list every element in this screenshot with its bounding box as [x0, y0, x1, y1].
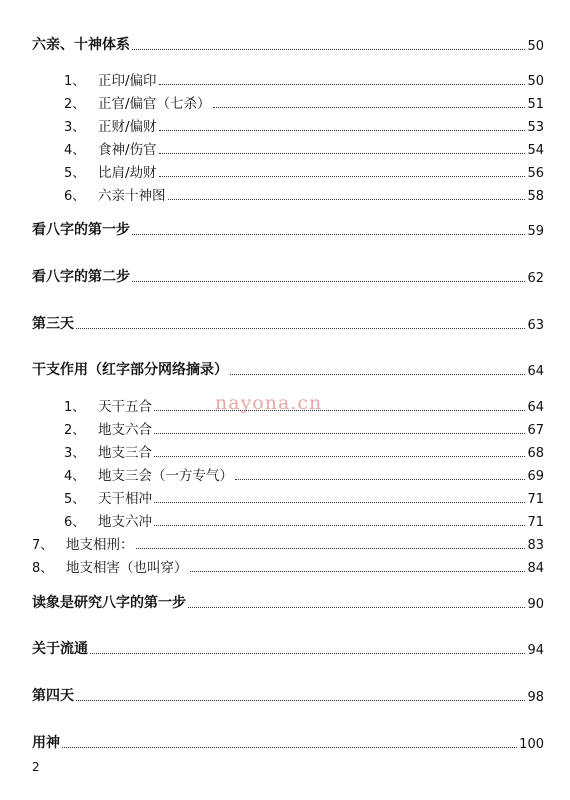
dot-leader: [235, 479, 525, 480]
dot-leader: [132, 281, 525, 282]
toc-entry-page: 69: [527, 469, 544, 484]
dot-leader: [159, 84, 526, 85]
toc-entry[interactable]: [0, 67, 570, 89]
dot-leader: [159, 176, 526, 177]
dot-leader: [159, 153, 526, 154]
toc-entry-page: 68: [527, 446, 544, 461]
dot-leader: [136, 548, 526, 549]
dot-leader: [62, 747, 517, 748]
toc-entry[interactable]: [0, 159, 570, 181]
toc-entry-label: 看八字的第二步: [32, 269, 130, 285]
toc-entry-page: 84: [527, 561, 544, 576]
toc-entry[interactable]: [0, 636, 570, 658]
toc-entry-label: 六亲、十神体系: [32, 37, 130, 53]
toc-entry-number: 4、: [64, 143, 86, 158]
toc-entry[interactable]: [0, 462, 570, 484]
toc-entry-label: 看八字的第一步: [32, 222, 130, 238]
toc-entry-label: 地支六合: [98, 422, 152, 438]
toc-entry-label: 正官/偏官（七杀）: [98, 96, 211, 112]
toc-entry[interactable]: [0, 32, 570, 54]
dot-leader: [188, 607, 525, 608]
toc-entry[interactable]: [0, 485, 570, 507]
dot-leader: [230, 374, 525, 375]
toc-entry[interactable]: [0, 113, 570, 135]
toc-entry-label: 地支三合: [98, 445, 152, 461]
toc-entry-page: 71: [527, 492, 544, 507]
toc-entry-page: 63: [527, 318, 544, 333]
toc-entry-number: 1、: [64, 400, 86, 415]
toc-entry[interactable]: [0, 590, 570, 612]
toc-entry-label: 读象是研究八字的第一步: [32, 595, 186, 611]
toc-entry[interactable]: [0, 554, 570, 576]
toc-entry-number: 7、: [32, 538, 54, 553]
toc-entry[interactable]: [0, 264, 570, 286]
toc-entry-number: 5、: [64, 166, 86, 181]
dot-leader: [132, 49, 525, 50]
toc-entry[interactable]: [0, 683, 570, 705]
toc-entry-page: 56: [527, 166, 544, 181]
dot-leader: [90, 653, 525, 654]
toc-entry-label: 正财/偏财: [98, 119, 157, 135]
toc-entry-page: 64: [527, 364, 544, 379]
toc-entry-page: 53: [527, 120, 544, 135]
toc-entry-page: 94: [527, 643, 544, 658]
toc-entry-page: 50: [527, 74, 544, 89]
toc-entry-page: 83: [527, 538, 544, 553]
watermark: nayona.cn: [215, 392, 323, 414]
toc-entry-label: 正印/偏印: [98, 73, 157, 89]
toc-entry-page: 64: [527, 400, 544, 415]
toc-entry-page: 71: [527, 515, 544, 530]
dot-leader: [154, 456, 525, 457]
toc-entry[interactable]: [0, 531, 570, 553]
toc-entry[interactable]: [0, 311, 570, 333]
dot-leader: [132, 234, 525, 235]
toc-entry-page: 58: [527, 189, 544, 204]
dot-leader: [168, 199, 526, 200]
toc-entry-number: 6、: [64, 189, 86, 204]
toc-entry-label: 地支相害（也叫穿）: [66, 560, 188, 576]
toc-entry[interactable]: [0, 136, 570, 158]
toc-entry-page: 67: [527, 423, 544, 438]
toc-entry-label: 第四天: [32, 688, 74, 704]
toc-entry-label: 比肩/劫财: [98, 165, 157, 181]
toc-entry-label: 地支三会（一方专气）: [98, 468, 233, 484]
toc-entry-label: 天干五合: [98, 399, 152, 415]
toc-entry-label: 地支相刑：: [66, 537, 134, 553]
toc-entry-page: 50: [527, 39, 544, 54]
dot-leader: [76, 700, 525, 701]
toc-entry[interactable]: [0, 182, 570, 204]
toc-entry-number: 3、: [64, 120, 86, 135]
dot-leader: [154, 525, 525, 526]
toc-entry-number: 2、: [64, 423, 86, 438]
toc-entry-label: 食神/伤官: [98, 142, 157, 158]
toc-entry-page: 98: [527, 690, 544, 705]
dot-leader: [154, 410, 525, 411]
dot-leader: [76, 328, 525, 329]
toc-entry[interactable]: [0, 416, 570, 438]
toc-entry-page: 100: [519, 737, 544, 752]
toc-entry[interactable]: [0, 508, 570, 530]
dot-leader: [190, 571, 526, 572]
toc-entry-label: 用神: [32, 735, 60, 751]
toc-entry-page: 54: [527, 143, 544, 158]
toc-entry[interactable]: [0, 730, 570, 752]
toc-entry-label: 天干相冲: [98, 491, 152, 507]
toc-entry-label: 干支作用（红字部分网络摘录）: [32, 362, 228, 378]
page-number: 2: [32, 760, 40, 774]
toc-entry-page: 59: [527, 224, 544, 239]
toc-entry-label: 第三天: [32, 316, 74, 332]
toc-entry[interactable]: [0, 217, 570, 239]
toc-entry-number: 5、: [64, 492, 86, 507]
toc-entry-page: 62: [527, 271, 544, 286]
toc-entry[interactable]: [0, 90, 570, 112]
toc-entry-label: 关于流通: [32, 641, 88, 657]
toc-entry-number: 2、: [64, 97, 86, 112]
toc-entry-page: 51: [527, 97, 544, 112]
toc-entry[interactable]: [0, 357, 570, 379]
dot-leader: [154, 502, 525, 503]
toc-entry[interactable]: [0, 439, 570, 461]
toc-entry-label: 六亲十神图: [98, 188, 166, 204]
toc-entry-number: 3、: [64, 446, 86, 461]
dot-leader: [154, 433, 525, 434]
toc-entry-number: 4、: [64, 469, 86, 484]
toc-entry-number: 8、: [32, 561, 54, 576]
toc-entry-page: 90: [527, 597, 544, 612]
toc-entry-number: 6、: [64, 515, 86, 530]
toc-entry-number: 1、: [64, 74, 86, 89]
dot-leader: [159, 130, 526, 131]
toc-entry-label: 地支六冲: [98, 514, 152, 530]
dot-leader: [213, 107, 526, 108]
